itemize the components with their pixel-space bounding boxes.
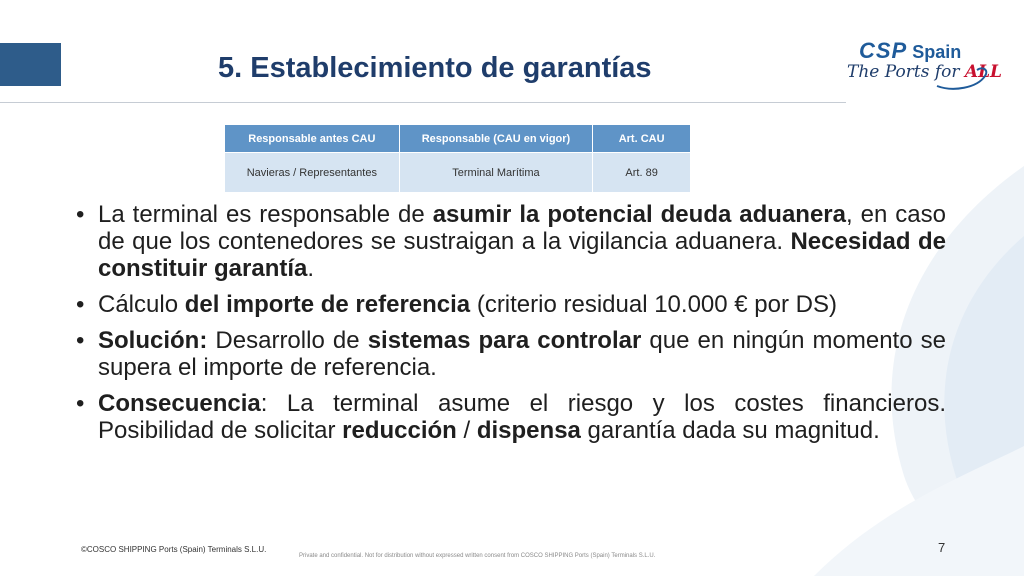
bullet-bold-text: Solución: <box>98 327 208 354</box>
bullet-bold-text: asumir la potencial deuda aduanera <box>432 201 846 228</box>
bullet-bold-text: Consecuencia <box>98 390 261 417</box>
slide-title: 5. Establecimiento de garantías <box>218 52 652 84</box>
title-divider <box>0 102 846 103</box>
page-number: 7 <box>938 540 946 555</box>
bullet-text: / <box>456 417 477 444</box>
bullet-marker: • <box>76 327 85 354</box>
bullet-list <box>76 201 946 453</box>
logo-tagline-all: ALL <box>964 62 1002 82</box>
table-cell: Navieras / Representantes <box>225 153 400 193</box>
bullet-text: garantía dada su magnitud. <box>580 417 880 444</box>
corner-accent-block <box>0 43 61 86</box>
bullet-bold-text: sistemas para controlar <box>367 327 642 354</box>
table-header-row <box>225 125 691 153</box>
bullet-text: Cálculo <box>98 291 185 318</box>
bullet-item <box>76 201 946 282</box>
bullet-bold-text: reducción <box>342 417 457 444</box>
bullet-text: que en ningún momento se supera el importe de referencia. <box>98 327 946 381</box>
csp-spain-logo <box>843 38 1002 94</box>
table-header-cell: Responsable (CAU en vigor) <box>399 125 593 153</box>
table-header-cell: Art. CAU <box>593 125 691 153</box>
bullet-text: La terminal es responsable de <box>98 201 433 228</box>
footer-confidential-notice: Private and confidential. Not for distribution without expressed written consent from COSCO SHIPPING Ports (Spain) Terminals S.L.U. <box>299 553 656 559</box>
bullet-bold-text: Necesidad de constituir garantía <box>98 228 947 282</box>
bullet-item <box>76 291 946 318</box>
bullet-bold-text: dispensa <box>476 417 581 444</box>
bullet-marker: • <box>76 201 85 228</box>
table-cell: Art. 89 <box>593 153 691 193</box>
bullet-text: (criterio residual 10.000 € por DS) <box>470 291 837 318</box>
bullet-text: : La terminal asume el riesgo y los costes financieros. Posibilidad de solicitar <box>98 390 946 444</box>
bullet-item <box>76 390 946 444</box>
logo-csp-text: CSP <box>859 38 908 63</box>
bullet-marker: • <box>76 390 85 417</box>
logo-spain-text: Spain <box>912 42 962 62</box>
table-header-cell: Responsable antes CAU <box>225 125 400 153</box>
table-row <box>225 153 691 193</box>
footer-copyright: ©COSCO SHIPPING Ports (Spain) Terminals S.L.U. <box>81 545 267 554</box>
logo-tagline-prefix: The Ports <box>847 62 935 82</box>
table-cell: Terminal Marítima <box>399 153 593 193</box>
logo-tagline-for: for <box>934 62 965 82</box>
bullet-item <box>76 327 946 381</box>
bullet-text: . <box>307 255 315 282</box>
logo-swoosh-icon <box>933 64 991 90</box>
cau-responsibility-table <box>224 124 691 193</box>
bullet-marker: • <box>76 291 85 318</box>
bullet-text: Desarrollo de <box>207 327 368 354</box>
bullet-bold-text: del importe de referencia <box>184 291 471 318</box>
bullet-text: , en caso de que los contenedores se sustraigan a la vigilancia aduanera. <box>98 201 946 255</box>
